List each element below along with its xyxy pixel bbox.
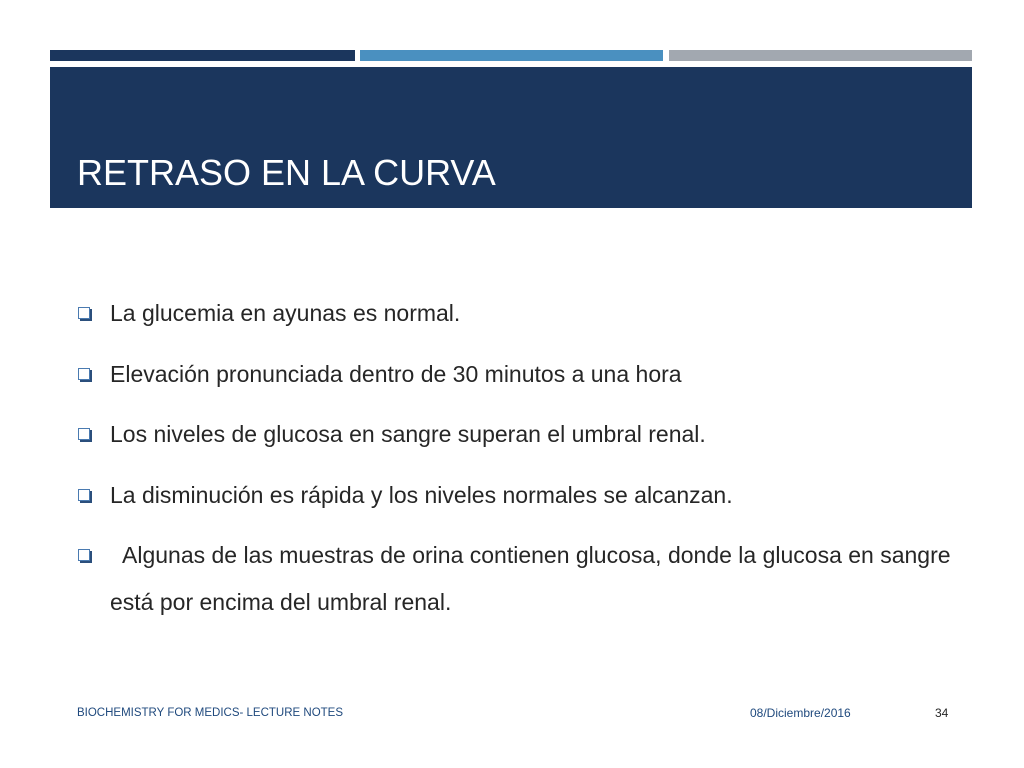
bullet-text: Algunas de las muestras de orina contienen glucosa, donde la glucosa en sangre está por encima del umbral renal. (110, 542, 951, 616)
bullet-item (110, 290, 965, 337)
checkbox-bullet-icon (78, 307, 90, 319)
bullet-text: La disminución es rápida y los niveles normales se alcanzan. (110, 481, 733, 508)
checkbox-bullet-icon (78, 368, 90, 380)
bullet-item (110, 472, 965, 519)
checkbox-bullet-icon (78, 549, 90, 561)
slide-title: RETRASO EN LA CURVA (77, 152, 496, 193)
footer-course-name: BIOCHEMISTRY FOR MEDICS- LECTURE NOTES (77, 707, 344, 719)
top-accent-bar-gray (669, 50, 972, 61)
bullet-text: Los niveles de glucosa en sangre superan el umbral renal. (110, 421, 706, 448)
top-accent-bar-navy (50, 50, 355, 61)
bullet-list (110, 290, 965, 640)
checkbox-bullet-icon (78, 489, 90, 501)
bullet-item (110, 351, 965, 398)
top-accent-bar-blue (360, 50, 663, 61)
bullet-text: Elevación pronunciada dentro de 30 minutos a una hora (110, 360, 682, 387)
bullet-item (110, 532, 965, 626)
bullet-item (110, 411, 965, 458)
page-number: 34 (935, 706, 949, 720)
title-banner (50, 67, 972, 208)
footer-date: 08/Diciembre/2016 (750, 706, 851, 720)
bullet-text: La glucemia en ayunas es normal. (110, 300, 461, 326)
checkbox-bullet-icon (78, 428, 90, 440)
